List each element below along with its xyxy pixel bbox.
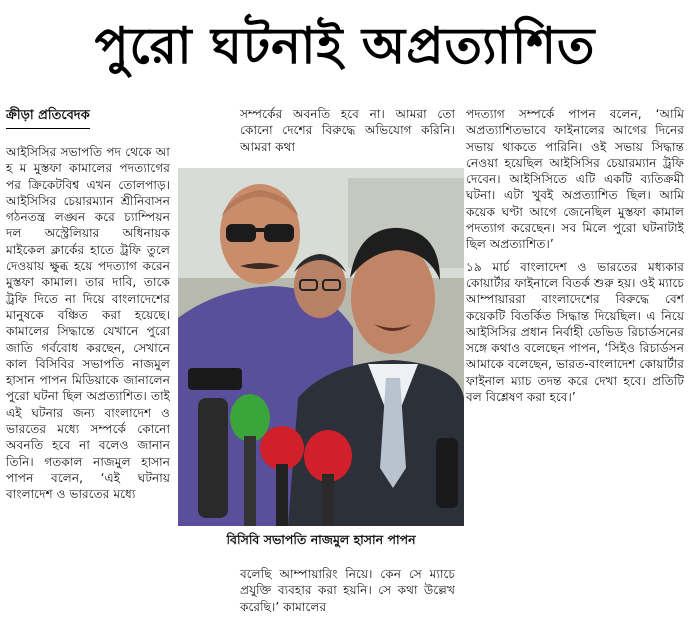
article-column-3-paragraph-2: ১৯ মার্চ বাংলাদেশ ও ভারতের মধ্যকার কোয়ার্টার ফাইনালে বিতর্ক শুরু হয়। ওই ম্যাচে আম্পায়াররা বাংলাদেশের বিরুদ্ধে বেশ কয়েকটি বিতর্কিত সিদ্ধান্ত দিয়েছিল। এ নিয়ে আইসিসির প্রধান নির্বাহী ডেভিড রিচার্ডসনের সঙ্গে কথাও বলেছেন পাপন, ‘সিইও রিচার্ডসন আমাকে বলেছেন, ভারত-বাংলাদেশ কোয়ার্টার ফাইনাল ম্যাচ তদন্ত করে দেখা হবে। প্রতিটি বল বিশ্লেষণ করা হবে।’ bbox=[466, 259, 684, 405]
article-column-1: আইসিসির সভাপতি পদ থেকে আ হ ম মুস্তফা কামালের পদত্যাগের পর ক্রিকেটবিশ্ব এখন তোলপাড়। আইসিসির চেয়ারম্যান শ্রীনিবাসন গঠনতন্ত্র লঙ্ঘন করে চ্যাম্পিয়ন দল অস্ট্রেলিয়ার অধিনায়ক মাইকেল ক্লার্কের হাতে ট্রফি তুলে দেওয়ায় ক্ষুব্ধ হয়ে পদত্যাগ করেন মুস্তফা কামাল। তার দাবি, তাকে ট্রফি দিতে না দিয়ে বাংলাদেশের মানুষকে বঞ্চিত করা হয়েছে। কামালের সিদ্ধান্তে যেখানে পুরো জাতি গর্ববোধ করছেন, সেখানে কাল বিসিবির সভাপতি নাজমুল হাসান পাপন মিডিয়াকে জানালেন পুরো ঘটনা ছিল অপ্রত্যাশিত। তাই এই ঘটনার জন্য বাংলাদেশ ও ভারতের মধ্যে সম্পর্কে কোনো অবনতি হবে না বলেও জানান তিনি। গতকাল নাজমুল হাসান পাপন বলেন, ‘এই ঘটনায় বাংলাদেশ ও ভারতের মধ্যে bbox=[6, 145, 170, 502]
article-column-2-bottom: বলেছি আম্পায়ারিং নিয়ে। কেন সে ম্যাচে প্রযুক্তি ব্যবহার করা হয়নি। সে কথা উল্লেখ করেছি।’ কামালের bbox=[240, 567, 455, 614]
article-column-3 bbox=[466, 106, 684, 405]
article-column-3-paragraph-1: পদত্যাগ সম্পর্কে পাপন বলেন, ‘আমি অপ্রত্যাশিতভাবে ফাইনালের আগের দিনের সভায় থাকতে পারিনি। ওই সভায় সিদ্ধান্ত নেওয়া হয়েছিল আইসিসির চেয়ারম্যান ট্রফি দেবেন। আইসিসিতে এটি একটি ব্যতিক্রমী ঘটনা। এটা খুবই অপ্রত্যাশিত ছিল। আমি কয়েক ঘণ্টা আগে জেনেছিল মুস্তফা কামাল পদত্যাগ করেছেন। সব মিলে পুরো ঘটনাটাই ছিল অপ্রত্যাশিত।’ bbox=[466, 107, 684, 252]
headline: পুরো ঘটনাই অপ্রত্যাশিত bbox=[94, 17, 596, 75]
byline: ক্রীড়া প্রতিবেদক bbox=[6, 106, 90, 129]
article-column-2-top: সম্পর্কের অবনতি হবে না। আমরা তো কোনো দেশের বিরুদ্ধে অভিযোগ করিনি। আমরা কথা bbox=[240, 107, 455, 154]
press-conference-illustration bbox=[178, 168, 464, 526]
news-photo bbox=[178, 168, 464, 526]
photo-caption: বিসিবি সভাপতি নাজমুল হাসান পাপন bbox=[226, 532, 416, 547]
